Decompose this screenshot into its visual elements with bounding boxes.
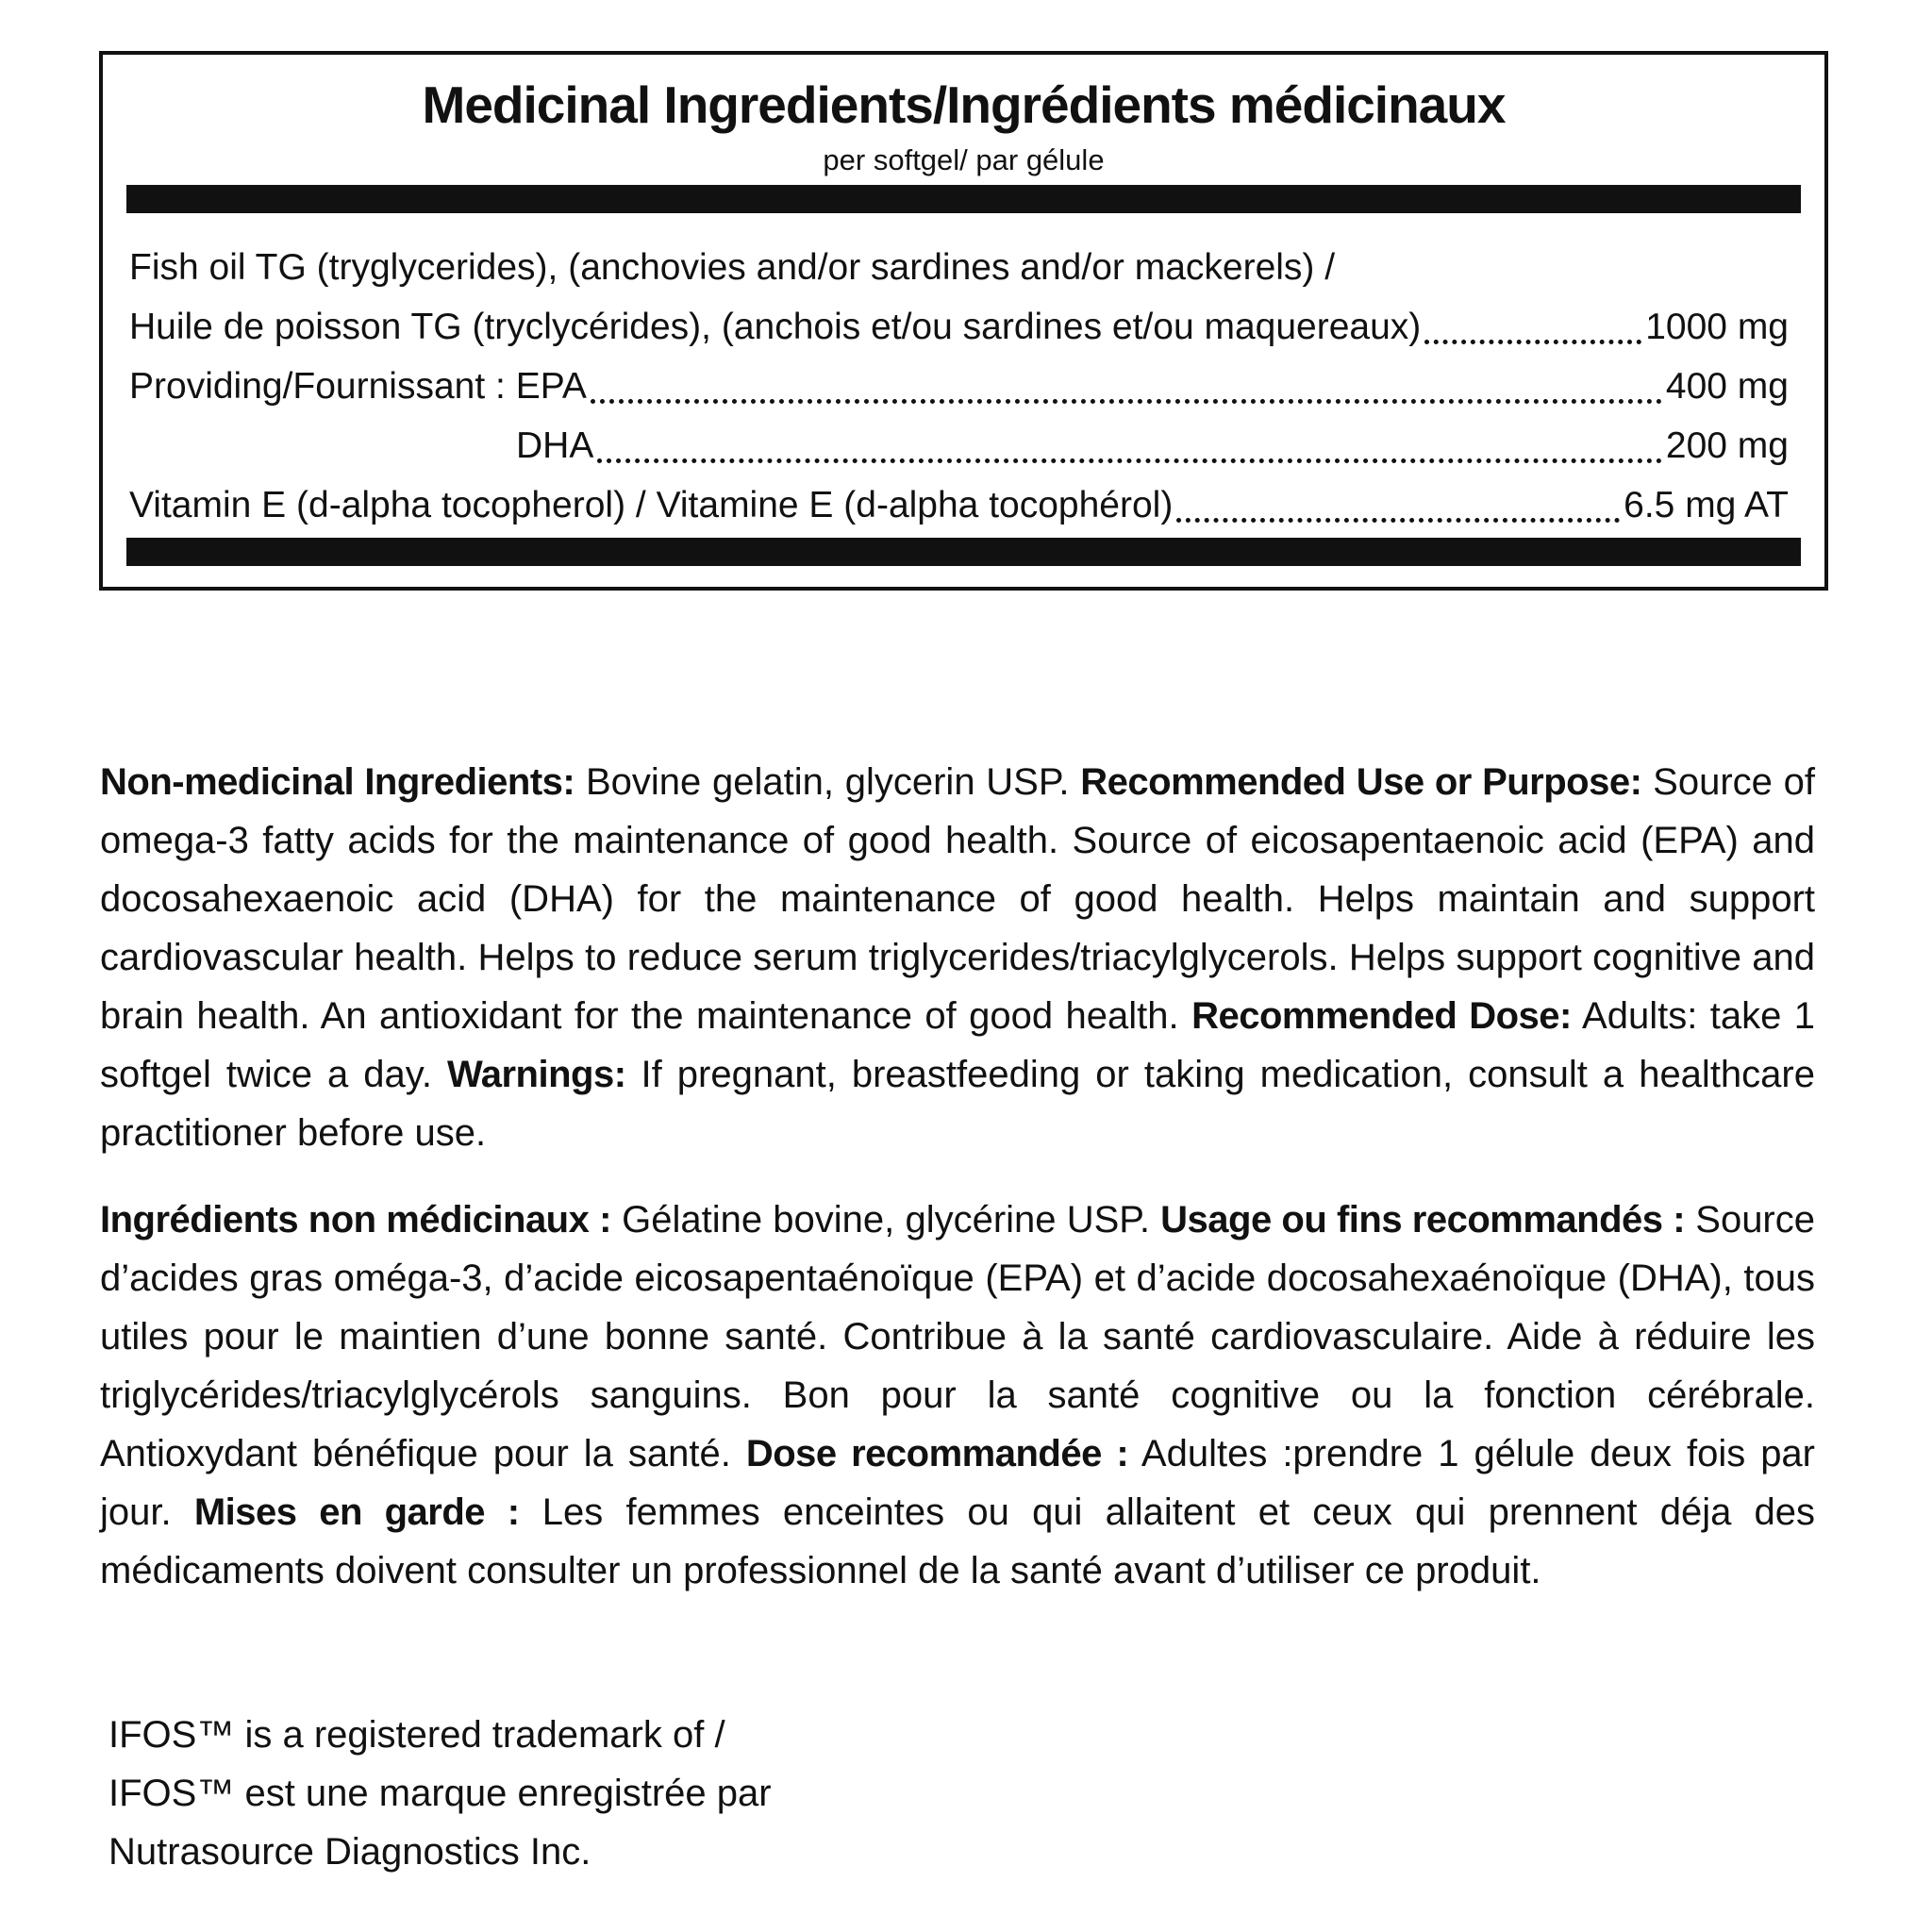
- table-bottom-rule: [126, 538, 1801, 566]
- ingredient-row-dha: [129, 418, 1789, 475]
- leader-dots: [1424, 328, 1641, 344]
- ingredient-label: Providing/Fournissant : EPA: [129, 366, 587, 407]
- leader-dots: [597, 447, 1662, 463]
- use-label-fr: Usage ou fins recommandés :: [1160, 1199, 1686, 1241]
- warnings-text-en: If pregnant, breastfeeding or taking medication, consult a healthcare practitioner before use.: [100, 1054, 1815, 1154]
- ingredient-row-epa: [129, 358, 1789, 415]
- nonmed-text-fr: Gélatine bovine, glycérine USP.: [610, 1199, 1161, 1241]
- dose-label-fr: Dose recommandée :: [745, 1433, 1129, 1474]
- french-label-paragraph: [100, 1191, 1815, 1600]
- ingredient-row-fish-oil-fr: [129, 299, 1789, 356]
- leader-dots: [591, 388, 1662, 404]
- ingredient-amount: 400 mg: [1665, 366, 1789, 407]
- warnings-label-en: Warnings:: [446, 1054, 626, 1095]
- ingredient-label: Vitamin E (d-alpha tocopherol) / Vitamine E (d-alpha tocophérol): [129, 485, 1174, 525]
- nonmed-text-en: Bovine gelatin, glycerin USP.: [575, 761, 1081, 803]
- ingredient-label: Huile de poisson TG (tryclycérides), (anchois et/ou sardines et/ou maquereaux): [129, 307, 1422, 347]
- use-label-en: Recommended Use or Purpose:: [1080, 761, 1642, 803]
- trademark-line: IFOS™ est une marque enregistrée par: [108, 1773, 772, 1814]
- dose-text-fr: Adultes :prendre 1 gélule deux fois par jour.: [100, 1433, 1815, 1533]
- use-text-en: Source of omega-3 fatty acids for the maintenance of good health. Source of eicosapentaenoic acid (EPA) and docosahexaenoic acid (DHA) for the maintenance of good health. Helps maintain and support cardiovascular health. Helps to reduce serum triglycerides/triacylglycerols. Helps support cognitive and brain health. An antioxidant for the maintenance of good health.: [100, 761, 1816, 1037]
- trademark-line: IFOS™ is a registered trademark of /: [108, 1714, 725, 1756]
- dose-label-en: Recommended Dose:: [1191, 995, 1572, 1037]
- ingredient-amount: 1000 mg: [1645, 307, 1789, 347]
- ingredient-row-vitamin-e: [129, 477, 1789, 534]
- trademark-notice: [108, 1706, 772, 1881]
- nonmed-label-fr: Ingrédients non médicinaux :: [100, 1199, 611, 1241]
- medicinal-ingredients-table: [99, 51, 1828, 591]
- ingredient-row-fish-oil-en: [129, 240, 1789, 296]
- english-label-paragraph: [100, 753, 1815, 1162]
- warnings-text-fr: Les femmes enceintes ou qui allaitent et ceux qui prennent déja des médicaments doivent consulter un professionnel de la santé avant d’utiliser ce produit.: [100, 1491, 1816, 1591]
- per-softgel-subtitle: per softgel/ par gélule: [823, 143, 1105, 176]
- ingredient-label: DHA: [516, 425, 594, 466]
- ingredient-label: Fish oil TG (tryglycerides), (anchovies and/or sardines and/or mackerels) /: [129, 247, 1336, 288]
- ingredient-amount: 200 mg: [1665, 425, 1789, 466]
- medicinal-ingredients-title: Medicinal Ingredients/Ingrédients médicinaux: [422, 75, 1506, 134]
- warnings-label-fr: Mises en garde :: [193, 1491, 520, 1533]
- ingredient-amount: 6.5 mg AT: [1624, 485, 1789, 525]
- dose-text-en: Adults: take 1 softgel twice a day.: [100, 995, 1816, 1095]
- nonmed-label-en: Non-medicinal Ingredients:: [100, 761, 575, 803]
- use-text-fr: Source d’acides gras oméga-3, d’acide eicosapentaénoïque (EPA) et d’acide docosahexaénoïque (DHA), tous utiles pour le maintien d’une bonne santé. Contribue à la santé cardiovasculaire. Aide à réduire les triglycérides/triacylglycérols sanguins. Bon pour la santé cognitive ou la fonction cérébrale. Antioxydant bénéfique pour la santé.: [100, 1199, 1816, 1474]
- trademark-line: Nutrasource Diagnostics Inc.: [108, 1831, 591, 1873]
- leader-dots: [1176, 507, 1620, 523]
- table-top-rule: [126, 185, 1801, 213]
